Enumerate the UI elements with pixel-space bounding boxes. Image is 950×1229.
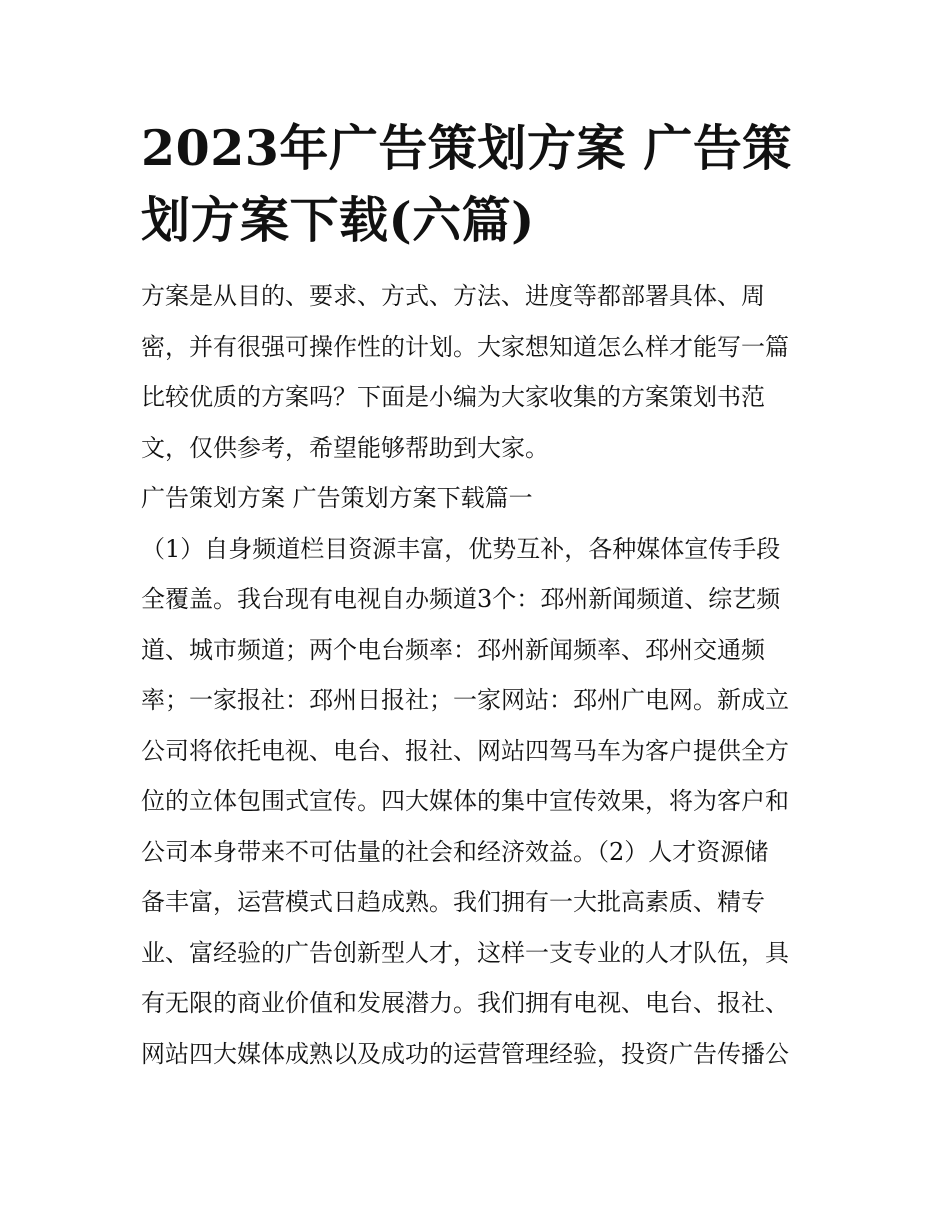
text-line: 文，仅供参考，希望能够帮助到大家。 xyxy=(141,433,549,462)
text-line: 密，并有很强可操作性的计划。大家想知道怎么样才能写一篇 xyxy=(141,332,789,361)
document-page xyxy=(141,112,813,1079)
text-line: 位的立体包围式宣传。四大媒体的集中宣传效果，将为客户和 xyxy=(141,787,789,815)
document-body xyxy=(141,271,813,1079)
text-line: 公司本身带来不可估量的社会和经济效益。（2）人才资源储 xyxy=(141,837,769,866)
text-line: 比较优质的方案吗？下面是小编为大家收集的方案策划书范 xyxy=(141,383,765,411)
section-heading: 广告策划方案 广告策划方案下载篇一 xyxy=(141,484,533,512)
title-line: 划方案下载(六篇) xyxy=(141,191,535,249)
text-line: 网站四大媒体成熟以及成功的运营管理经验，投资广告传播公 xyxy=(141,1039,789,1068)
title-line: 2023年广告策划方案 广告策 xyxy=(141,119,792,177)
text-line: 方案是从目的、要求、方式、方法、进度等都部署具体、周 xyxy=(141,282,765,310)
text-line: （1）自身频道栏目资源丰富，优势互补，各种媒体宣传手段 xyxy=(141,534,781,563)
text-line: 道、城市频道；两个电台频率：邳州新闻频率、邳州交通频 xyxy=(141,635,765,664)
text-line: 率；一家报社：邳州日报社；一家网站：邳州广电网。新成立 xyxy=(141,686,789,714)
text-line: 全覆盖。我台现有电视自办频道3个：邳州新闻频道、综艺频 xyxy=(141,585,781,613)
text-line: 备丰富，运营模式日趋成熟。我们拥有一大批高素质、精专 xyxy=(141,888,765,916)
text-line: 公司将依托电视、电台、报社、网站四驾马车为客户提供全方 xyxy=(141,736,789,765)
section-paragraph xyxy=(141,524,813,1080)
document-title xyxy=(141,112,813,256)
text-line: 有无限的商业价值和发展潜力。我们拥有电视、电台、报社、 xyxy=(141,989,789,1017)
text-line: 业、富经验的广告创新型人才，这样一支专业的人才队伍，具 xyxy=(141,938,789,967)
intro-paragraph xyxy=(141,271,813,473)
